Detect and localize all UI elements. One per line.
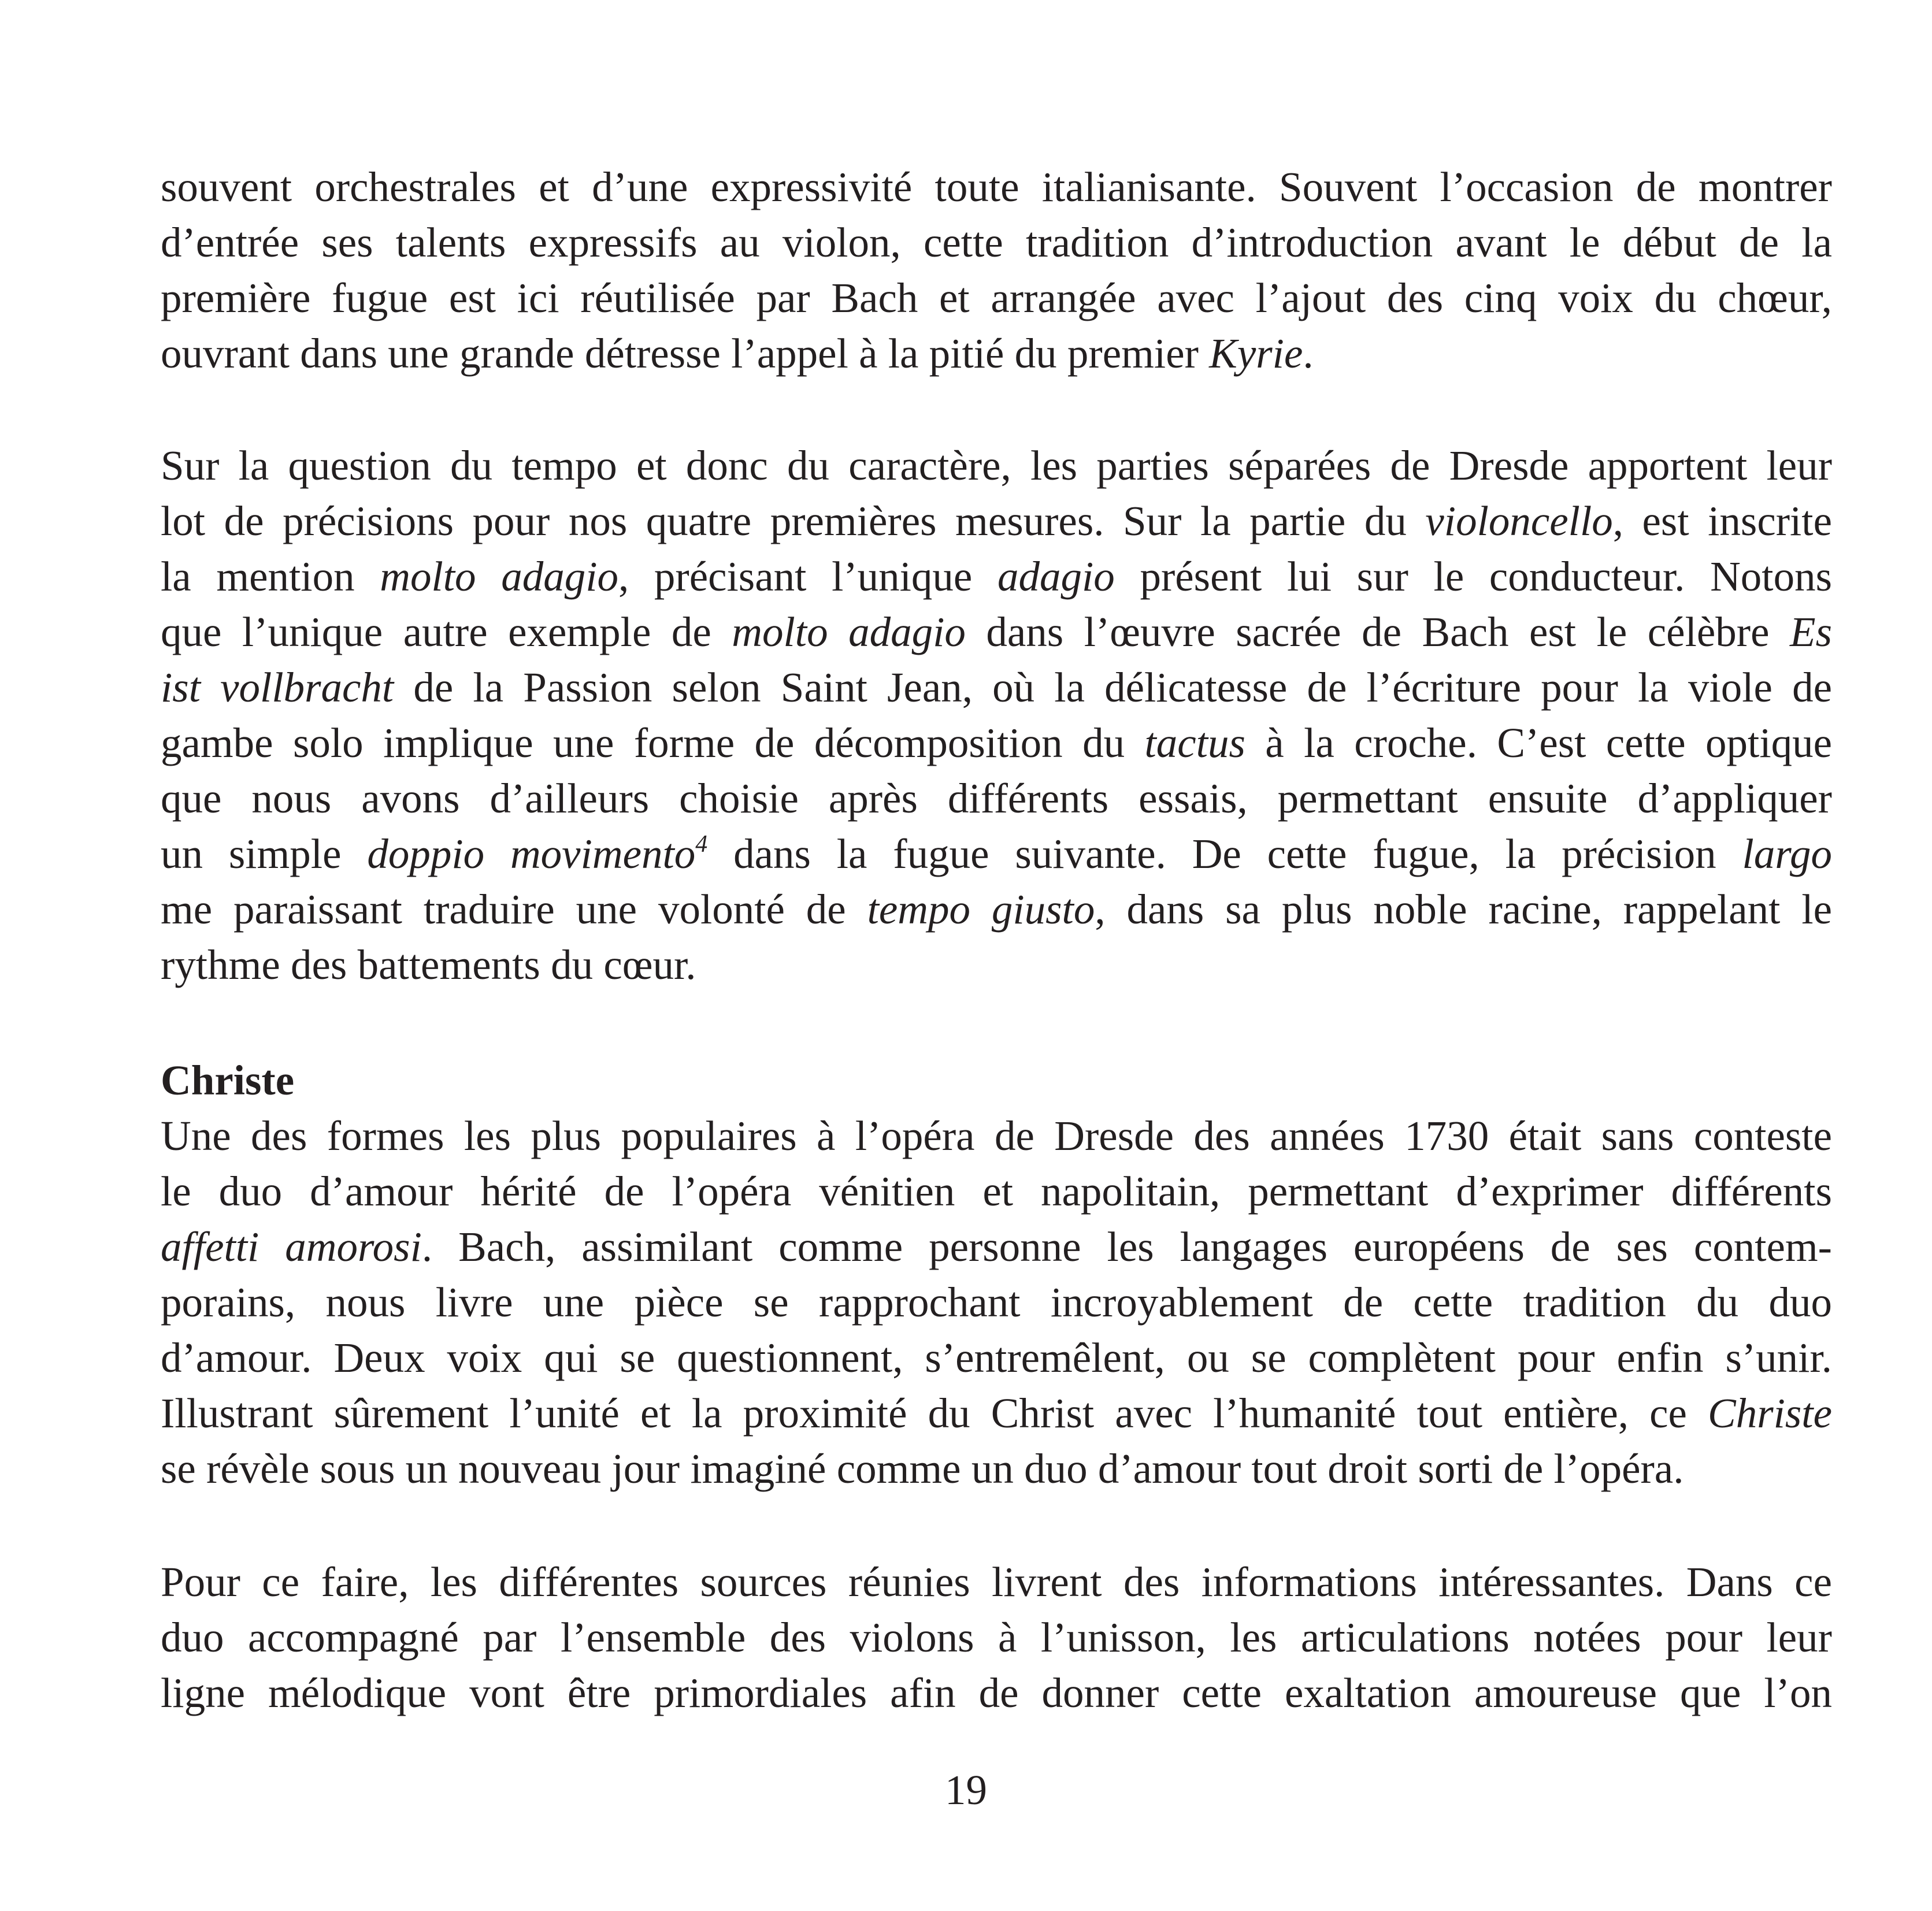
- text-line: Une des formes les plus populaires à l’opéra de Dresde des années 1730 était sans conteste: [161, 1112, 1832, 1159]
- text-run: de la Passion selon Saint Jean, où la délicatesse de l’écriture pour la viole de: [394, 664, 1833, 711]
- italic-term: Christe: [1708, 1390, 1832, 1437]
- italic-term: tactus: [1144, 719, 1245, 766]
- text-run: lot de précisions pour nos quatre premières mesures. Sur la partie du: [161, 498, 1426, 544]
- italic-term: violoncello: [1425, 498, 1613, 544]
- italic-term: Kyrie: [1209, 330, 1303, 377]
- text-run: que l’unique autre exemple de: [161, 608, 732, 655]
- text-line: souvent orchestrales et d’une expressivité toute italianisante. Souvent l’occasion de montrer: [161, 164, 1832, 210]
- italic-term: molto adagio: [380, 553, 618, 600]
- text-run: gambe solo implique une forme de décomposition du: [161, 719, 1145, 766]
- text-line: rythme des battements du cœur.: [161, 941, 696, 988]
- text-run: présent lui sur le conducteur. Notons: [1114, 553, 1832, 600]
- text-line: [161, 549, 1832, 604]
- paragraph-christe-duo: [161, 1108, 1832, 1497]
- text-line: [161, 882, 1832, 937]
- text-line: [161, 1219, 1832, 1275]
- text-line: duo accompagné par l’ensemble des violons à l’unisson, les articulations notées pour leur: [161, 1614, 1832, 1661]
- text-line: Pour ce faire, les différentes sources réunies livrent des informations intéressantes. Dans ce: [161, 1559, 1832, 1605]
- text-line: se révèle sous un nouveau jour imaginé comme un duo d’amour tout droit sorti de l’opéra.: [161, 1445, 1684, 1492]
- text-line: [161, 826, 1832, 882]
- text-run: .: [1303, 330, 1314, 377]
- text-run: dans l’œuvre sacrée de Bach est le célèbre: [965, 608, 1790, 655]
- text-run: ouvrant dans une grande détresse l’appel à la pitié du premier: [161, 330, 1210, 377]
- paragraph-kyrie-intro: [161, 159, 1832, 381]
- text-line: Sur la question du tempo et donc du caractère, les parties séparées de Dresde apportent leur: [161, 442, 1832, 489]
- text-run: , est inscrite: [1612, 498, 1832, 544]
- text-run: à la croche. C’est cette optique: [1245, 719, 1833, 766]
- text-run: me paraissant traduire une volonté de: [161, 886, 867, 933]
- text-line: porains, nous livre une pièce se rapprochant incroyablement de cette tradition du duo: [161, 1279, 1832, 1326]
- text-line: le duo d’amour hérité de l’opéra vénitien et napolitain, permettant d’exprimer différents: [161, 1168, 1832, 1215]
- text-line: ligne mélodique vont être primordiales afin de donner cette exaltation amoureuse que l’on: [161, 1669, 1832, 1716]
- text-run: un simple: [161, 830, 368, 877]
- italic-term: ist vollbracht: [161, 664, 394, 711]
- text-line: [161, 493, 1832, 549]
- text-line: première fugue est ici réutilisée par Bach et arrangée avec l’ajout des cinq voix du chœur,: [161, 274, 1832, 321]
- text-line: [161, 604, 1832, 660]
- italic-term: largo: [1742, 830, 1833, 877]
- italic-term: tempo giusto: [867, 886, 1095, 933]
- italic-term: Es: [1789, 608, 1832, 655]
- page-number: 19: [945, 1767, 987, 1813]
- text-line: [161, 715, 1832, 771]
- paragraph-sources: [161, 1554, 1832, 1721]
- text-run: , précisant l’unique: [618, 553, 998, 600]
- text-line: d’amour. Deux voix qui se questionnent, s’entremêlent, ou se complètent pour enfin s’unir.: [161, 1334, 1832, 1381]
- italic-term: molto adagio: [732, 608, 966, 655]
- text-run: . Bach, assimilant comme personne les langages européens de ses contem-: [421, 1223, 1832, 1270]
- section-heading: Christe: [161, 1057, 295, 1104]
- text-line: [161, 660, 1832, 715]
- footnote-marker[interactable]: 4: [695, 831, 708, 858]
- text-run: Illustrant sûrement l’unité et la proximité du Christ avec l’humanité tout entière, ce: [161, 1390, 1708, 1437]
- text-run: , dans sa plus noble racine, rappelant le: [1095, 886, 1832, 933]
- italic-term: doppio movimento: [367, 830, 696, 877]
- italic-term: affetti amorosi: [161, 1223, 422, 1270]
- text-run: dans la fugue suivante. De cette fugue, la précision: [707, 830, 1742, 877]
- text-line: [161, 326, 1832, 381]
- text-line: [161, 1386, 1832, 1441]
- text-line: que nous avons d’ailleurs choisie après différents essais, permettant ensuite d’appliquer: [161, 775, 1832, 822]
- paragraph-tempo: [161, 438, 1832, 993]
- text-run: la mention: [161, 553, 380, 600]
- italic-term: adagio: [997, 553, 1115, 600]
- text-line: d’entrée ses talents expressifs au violon, cette tradition d’introduction avant le début de la: [161, 219, 1832, 266]
